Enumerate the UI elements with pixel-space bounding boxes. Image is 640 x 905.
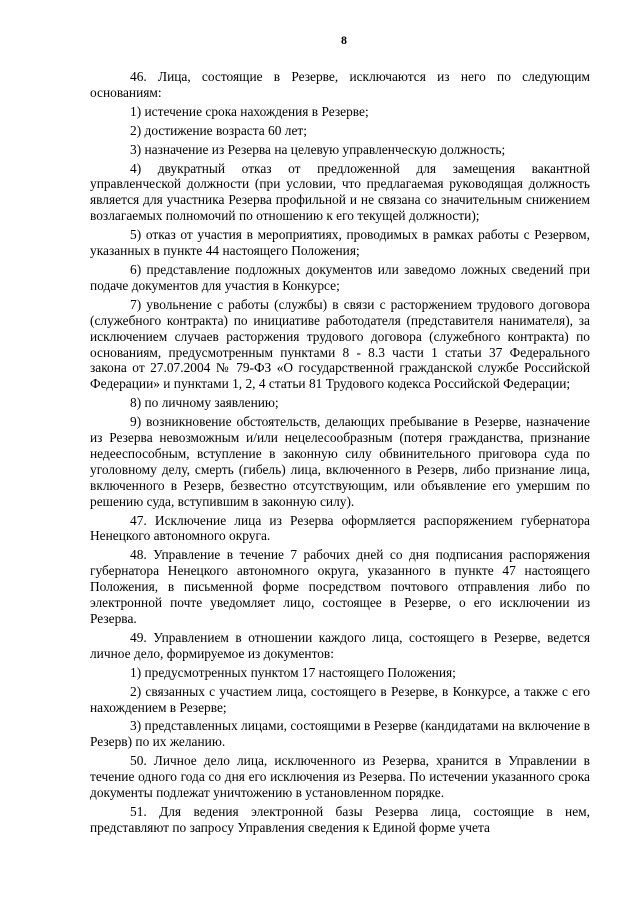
list-item-46-8: 8) по личному заявлению;: [130, 395, 279, 411]
paragraph-46: 46. Лица, состоящие в Резерве, исключаются из него по следующим основаниям:: [90, 69, 590, 100]
list-item-46-1: 1) истечение срока нахождения в Резерве;: [130, 103, 369, 119]
list-item-46-9: 9) возникновение обстоятельств, делающих пребывание в Резерве, назначение из Резерва невозможным и/или нецелесообразным (потеря гражданства, признание недееспособным, вступление в законную силу обвинительного приговора суда по уголовному делу, смерть (гибель) лица, включенного в Резерв, либо признание лица, включенного в Резерв, безвестно отсутствующим, или объявление его умершим по решению суда, вступившим в законную силу).: [90, 414, 590, 509]
paragraph-47: 47. Исключение лица из Резерва оформляется распоряжением губернатора Ненецкого автономного округа.: [90, 512, 590, 544]
list-item-46-5: 5) отказ от участия в мероприятиях, проводимых в рамках работы с Резервом, указанных в пункте 44 настоящего Положения;: [90, 227, 590, 259]
list-item-46-3: 3) назначение из Резерва на целевую управленческую должность;: [130, 141, 506, 157]
list-item-49-3: 3) представленных лицами, состоящими в Резерве (кандидатами на включение в Резерв) по их желанию.: [90, 718, 590, 750]
paragraph-51: 51. Для ведения электронной базы Резерва лица, состоящие в нем, представляют по запросу Управления сведения к Единой форме учета: [90, 803, 590, 835]
list-item-46-7: 7) увольнение с работы (службы) в связи с расторжением трудового договора (служебного контракта) по инициативе работодателя (представителя нанимателя), за исключением случаев расторжения трудового договора (служебного контракта) по основаниям, предусмотренным пунктами 8 - 8.3 части 1 статьи 37 Федерального закона от 27.07.2004 № 79-ФЗ «О государственной гражданской службе Российской Федерации» и пунктами 1, 2, 4 статьи 81 Трудового кодекса Российской Федерации;: [90, 296, 590, 392]
list-item-49-2: 2) связанных с участием лица, состоящего в Резерве, в Конкурсе, а также с его нахождением в Резерве;: [90, 683, 590, 715]
list-item-46-4: 4) двукратный отказ от предложенной для замещения вакантной управленческой должности (при условии, что предлагаемая руководящая должность является для участника Резерва профильной и не связана со значительным снижением возлагаемых полномочий по отношению к его текущей должности);: [90, 160, 590, 224]
list-item-46-2: 2) достижение возраста 60 лет;: [130, 122, 307, 138]
paragraph-48: 48. Управление в течение 7 рабочих дней со дня подписания распоряжения губернатора Ненецкого автономного округа, указанного в пункте 47 настоящего Положения, в письменной форме посредством почтового отправления либо по электронной почте уведомляет лицо, состоящее в Резерве, о его исключении из Резерва.: [90, 547, 590, 626]
paragraph-50: 50. Личное дело лица, исключенного из Резерва, хранится в Управлении в течение одного года со дня его исключения из Резерва. По истечении указанного срока документы подлежат уничтожению в установленном порядке.: [90, 753, 590, 801]
list-item-49-1: 1) предусмотренных пунктом 17 настоящего Положения;: [130, 664, 456, 680]
page-number: 8: [341, 33, 347, 47]
document-body: [90, 69, 590, 836]
paragraph-49: 49. Управлением в отношении каждого лица, состоящего в Резерве, ведется личное дело, формируемое из документов:: [90, 629, 590, 661]
list-item-46-6: 6) представление подложных документов или заведомо ложных сведений при подаче документов для участия в Конкурсе;: [90, 261, 590, 293]
